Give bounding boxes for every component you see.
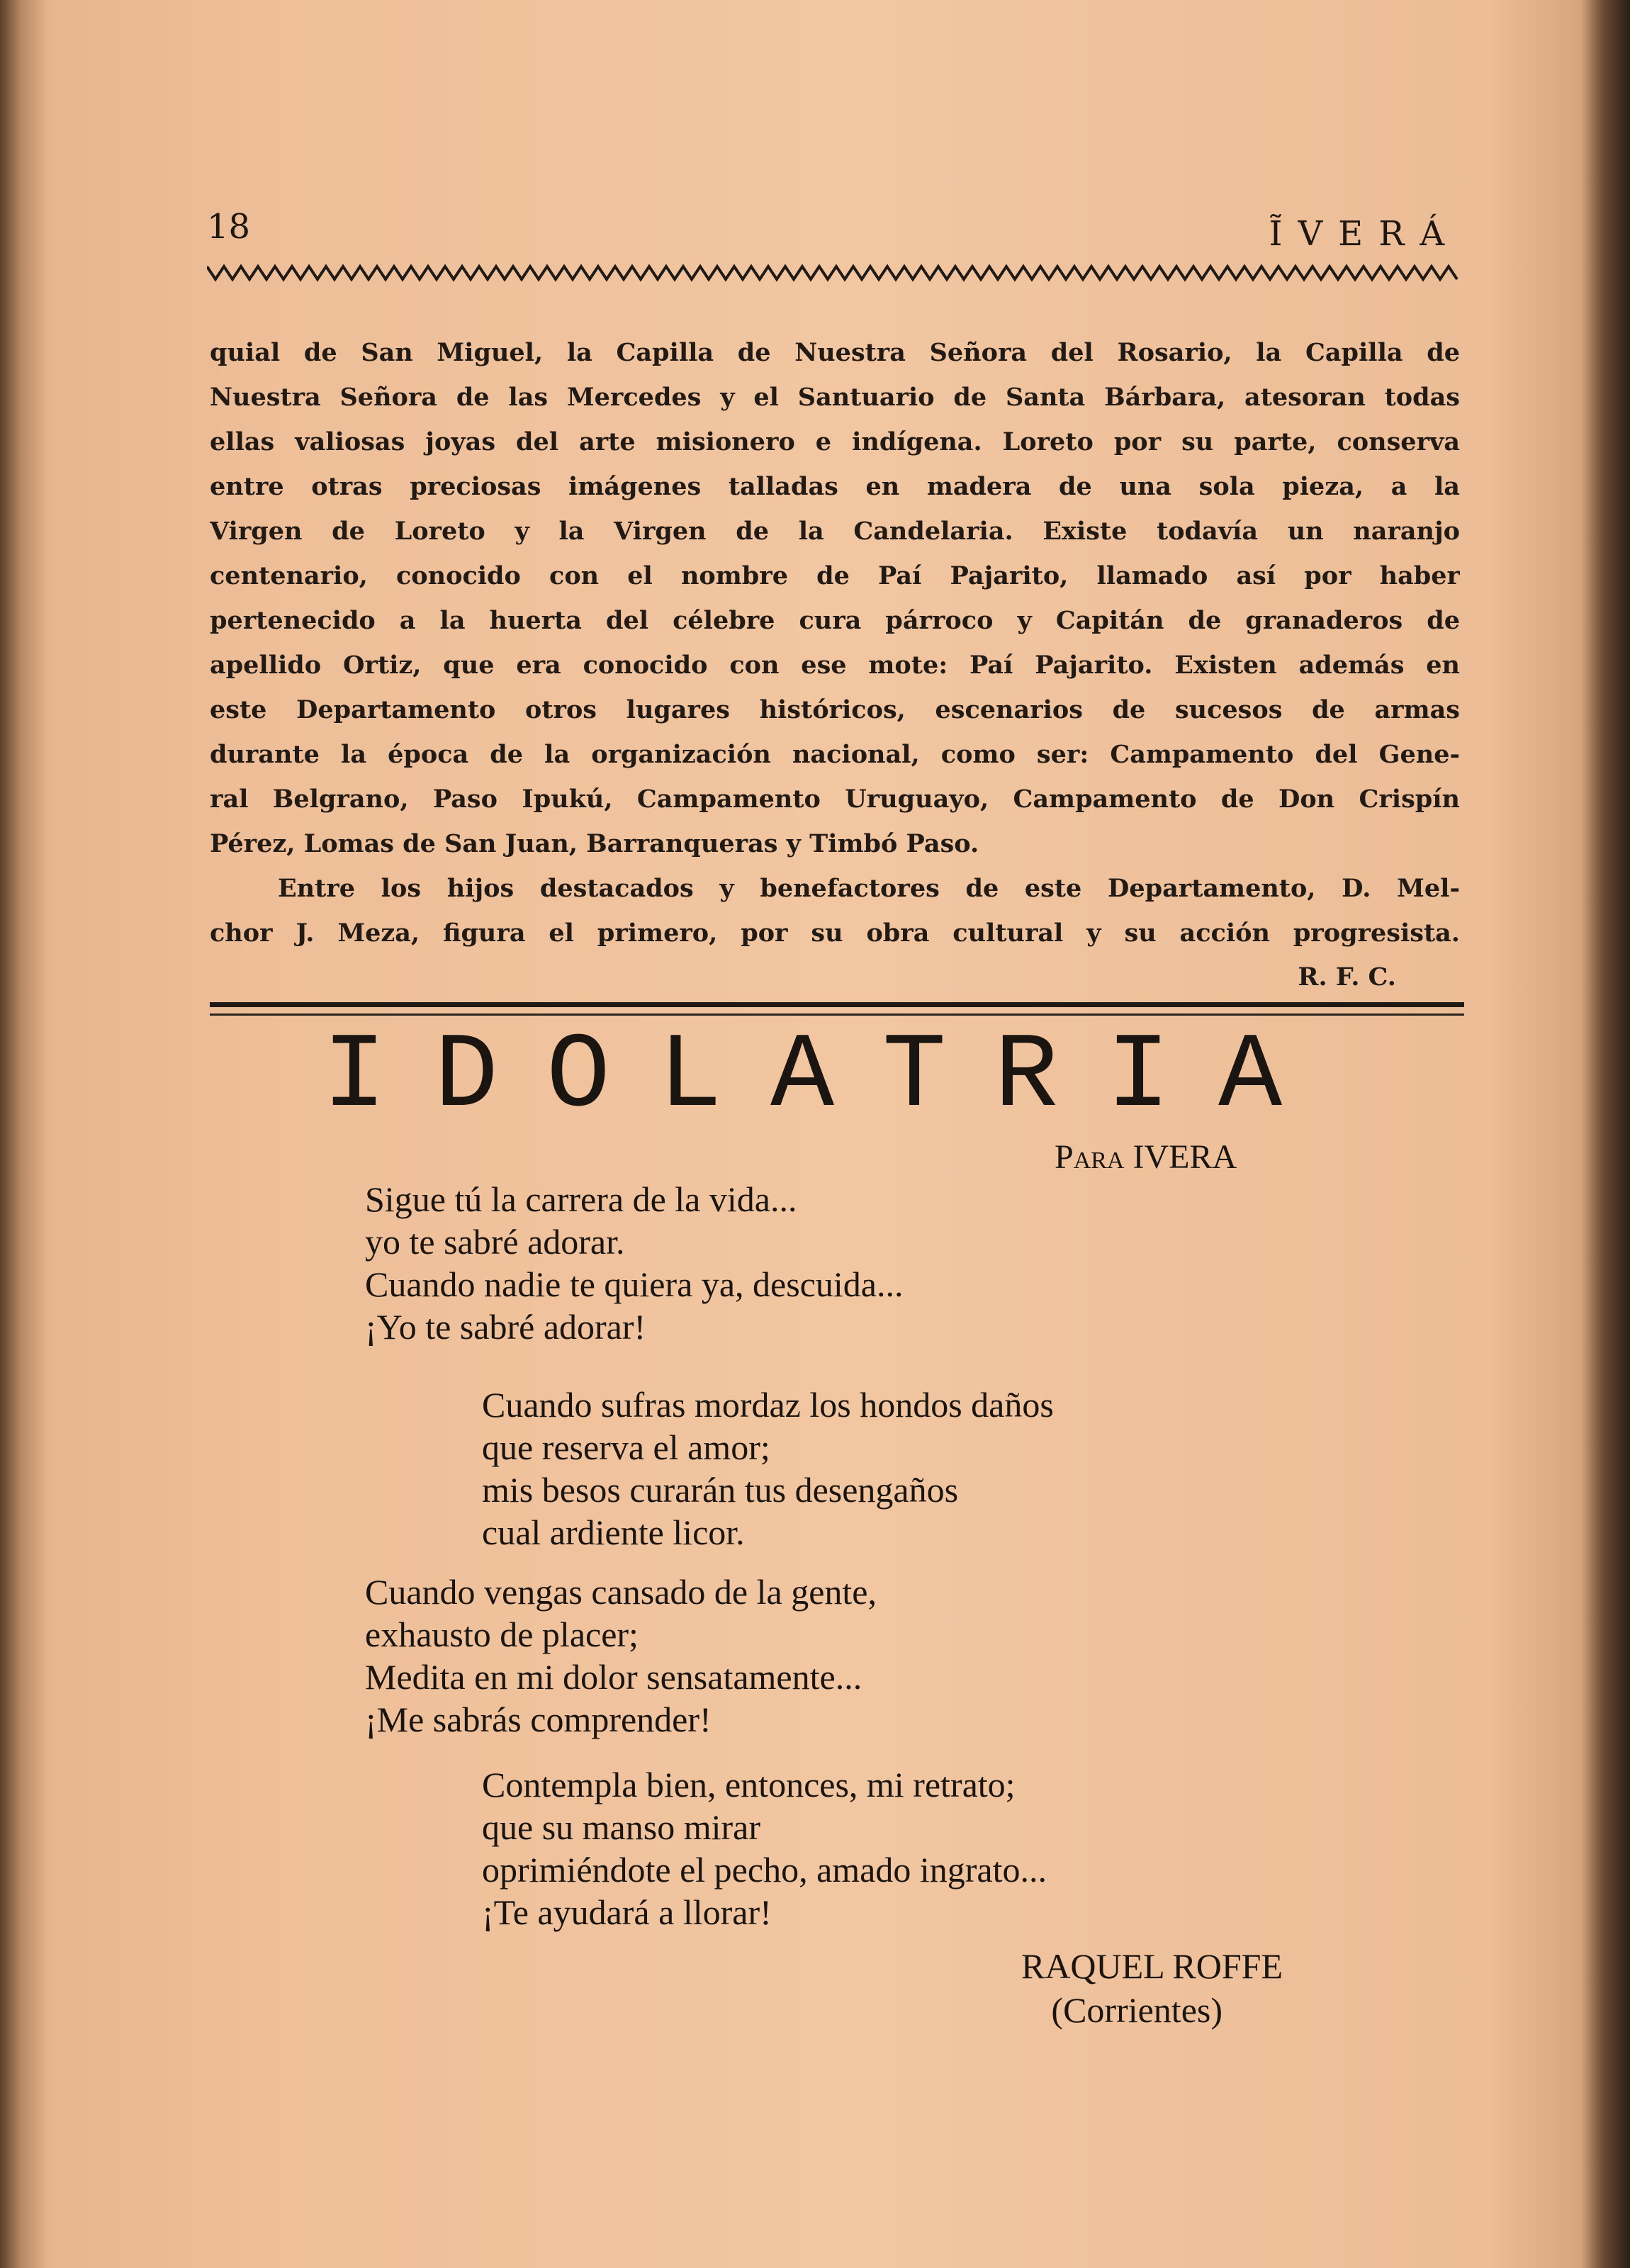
stanza	[365, 1178, 903, 1348]
text-line: pertenecido a la huerta del célebre cura párroco y Capitán de granaderos de	[210, 606, 1460, 635]
divider-thin	[210, 1014, 1464, 1016]
text-line: Nuestra Señora de las Mercedes y el Santuario de Santa Bárbara, atesoran todas	[210, 383, 1460, 412]
text-line: durante la época de la organización nacional, como ser: Campamento del Gene-	[210, 740, 1460, 769]
verse: ¡Me sabrás comprender!	[365, 1700, 712, 1739]
poem-author: RAQUEL ROFFE	[1021, 1946, 1283, 1986]
verse: ¡Te ayudará a llorar!	[482, 1892, 772, 1932]
verse: ¡Yo te sabré adorar!	[365, 1307, 646, 1347]
text-line: Entre los hijos destacados y benefactores de este Departamento, D. Mel-	[278, 874, 1460, 903]
verse: Cuando vengas cansado de la gente,	[365, 1572, 877, 1612]
zigzag-rule	[207, 264, 1463, 282]
text-line: este Departamento otros lugares históricos, escenarios de sucesos de armas	[210, 695, 1460, 724]
poem-place: (Corrientes)	[1051, 1990, 1222, 2030]
text-line: Pérez, Lomas de San Juan, Barranqueras y Timbó Paso.	[210, 829, 979, 858]
stanza	[365, 1571, 877, 1741]
text-line: chor J. Meza, figura el primero, por su obra cultural y su acción progresista.	[210, 919, 1460, 948]
stanza	[482, 1763, 1047, 1933]
stanza	[482, 1383, 1054, 1554]
text-line: centenario, conocido con el nombre de Paí Pajarito, llamado así por haber	[210, 561, 1460, 590]
text-line: apellido Ortiz, que era conocido con ese mote: Paí Pajarito. Existen además en	[210, 651, 1460, 680]
magazine-title: ĨVERÁ	[1269, 214, 1460, 254]
verse: mis besos curarán tus desengaños	[482, 1470, 959, 1510]
divider-thick	[210, 1002, 1464, 1007]
page-number: 18	[207, 207, 251, 247]
verse: que su manso mirar	[482, 1807, 760, 1847]
verse: Medita en mi dolor sensatamente...	[365, 1657, 862, 1697]
poem-title: IDOLATRIA	[322, 1017, 1331, 1138]
text-line: ral Belgrano, Paso Ipukú, Campamento Uruguayo, Campamento de Don Crispín	[210, 785, 1460, 814]
article-signature: R. F. C.	[1298, 962, 1396, 992]
text-line: entre otras preciosas imágenes talladas en madera de una sola pieza, a la	[210, 472, 1460, 501]
verse: Cuando nadie te quiera ya, descuida...	[365, 1264, 904, 1304]
verse: Cuando sufras mordaz los hondos daños	[482, 1385, 1054, 1425]
verse: yo te sabré adorar.	[365, 1222, 625, 1262]
poem-dedication: Para IVERA	[1055, 1138, 1237, 1176]
text-line: Virgen de Loreto y la Virgen de la Candelaria. Existe todavía un naranjo	[210, 517, 1460, 546]
verse: cual ardiente licor.	[482, 1512, 745, 1552]
text-line: quial de San Miguel, la Capilla de Nuestra Señora del Rosario, la Capilla de	[210, 338, 1460, 367]
verse: Contempla bien, entonces, mi retrato;	[482, 1765, 1016, 1804]
article-text	[210, 330, 1460, 955]
verse: que reserva el amor;	[482, 1427, 770, 1467]
verse: Sigue tú la carrera de la vida...	[365, 1179, 797, 1219]
text-line: ellas valiosas joyas del arte misionero e indígena. Loreto por su parte, conserva	[210, 427, 1460, 456]
verse: exhausto de placer;	[365, 1615, 639, 1654]
verse: oprimiéndote el pecho, amado ingrato...	[482, 1850, 1047, 1890]
